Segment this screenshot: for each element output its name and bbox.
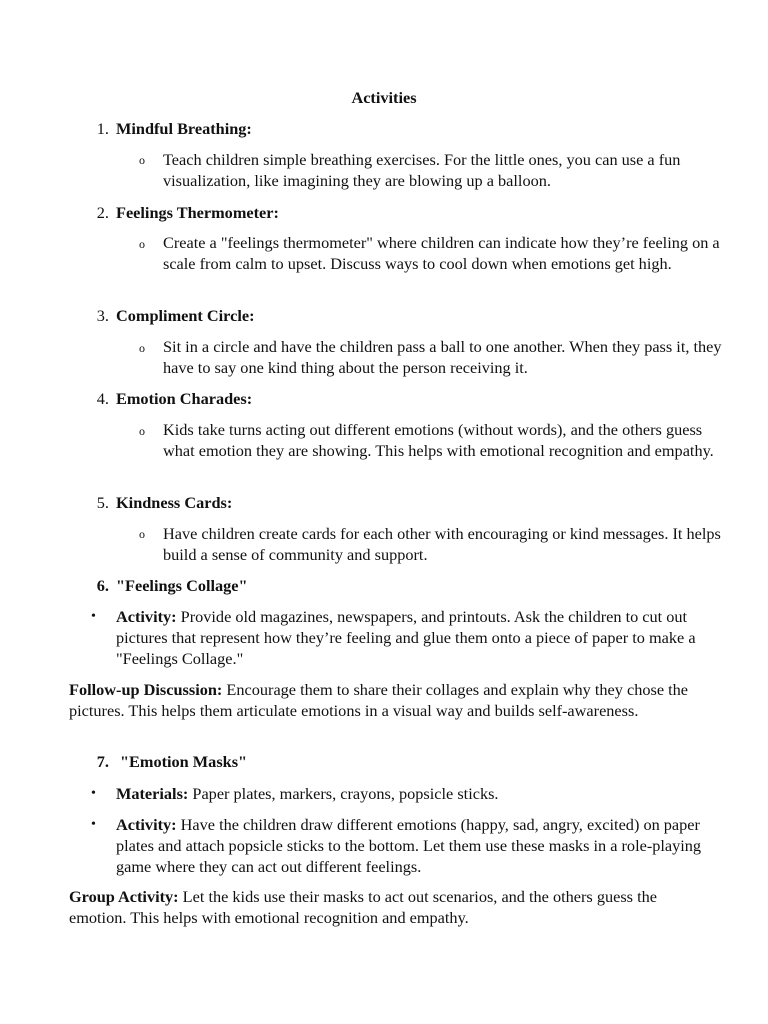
item-description: Kids take turns acting out different emotions (without words), and the others guess what emotion they are showing. This helps with emotional recognition and empathy. [163, 420, 714, 460]
item-description: Sit in a circle and have the children pass a ball to one another. When they pass it, they have to say one kind thing about the person receiving it. [163, 337, 722, 377]
item-heading: Emotion Charades: [116, 389, 253, 408]
item-number: 7. [96, 752, 109, 771]
followup-label: Follow-up Discussion: [69, 680, 223, 699]
group-activity-body: Let the kids use their masks to act out scenarios, and the others guess the emotion. This helps with emotional recognition and empathy. [69, 887, 657, 927]
followup-paragraph [69, 679, 709, 721]
group-activity-label: Group Activity: [69, 887, 179, 906]
item-number: 4. [96, 389, 109, 408]
activity-label: Activity: [116, 607, 177, 626]
item-heading: Kindness Cards: [116, 493, 233, 512]
sub-bullet-marker: o [139, 237, 145, 251]
followup-body: Encourage them to share their collages and explain why they chose the pictures. This helps them articulate emotions in a visual way and builds self-awareness. [69, 680, 689, 720]
item-number: 3. [96, 306, 109, 325]
bullet-marker: • [91, 609, 96, 624]
item-description: Have children create cards for each other with encouraging or kind messages. It helps build a sense of community and support. [163, 524, 721, 564]
materials-text [116, 783, 716, 804]
activity-body: Have the children draw different emotions (happy, sad, angry, excited) on paper plates and attach popsicle sticks to the bottom. Let them use these masks in a role-playing game where they can act out different feelings. [116, 815, 702, 876]
group-activity-paragraph [69, 886, 709, 928]
item-heading: Mindful Breathing: [116, 119, 252, 138]
item-description: Teach children simple breathing exercises. For the little ones, you can use a fun visualization, like imagining they are blowing up a balloon. [163, 150, 681, 190]
activity-text [116, 814, 716, 877]
materials-body: Paper plates, markers, crayons, popsicle sticks. [188, 784, 499, 803]
activity-label: Activity: [116, 815, 177, 834]
item-description: Create a "feelings thermometer" where children can indicate how they’re feeling on a scale from calm to upset. Discuss ways to cool down when emotions get high. [163, 233, 720, 273]
item-heading: Feelings Thermometer: [116, 203, 279, 222]
bullet-marker: • [91, 786, 96, 801]
item-heading: "Feelings Collage" [116, 576, 248, 595]
activity-body: Provide old magazines, newspapers, and printouts. Ask the children to cut out pictures that represent how they’re feeling and glue them onto a piece of paper to make a "Feelings Collage." [116, 607, 696, 668]
bullet-marker: • [91, 817, 96, 832]
sub-bullet-marker: o [139, 424, 145, 438]
sub-bullet-marker: o [139, 153, 145, 167]
item-number: 5. [96, 493, 109, 512]
item-heading: "Emotion Masks" [120, 752, 248, 771]
materials-label: Materials: [116, 784, 189, 803]
sub-bullet-marker: o [139, 341, 145, 355]
page-title: Activities [351, 88, 417, 107]
item-number: 2. [96, 203, 109, 222]
item-number: 1. [96, 119, 109, 138]
item-number: 6. [96, 576, 109, 595]
item-heading: Compliment Circle: [116, 306, 255, 325]
activity-text [116, 606, 716, 669]
sub-bullet-marker: o [139, 527, 145, 541]
